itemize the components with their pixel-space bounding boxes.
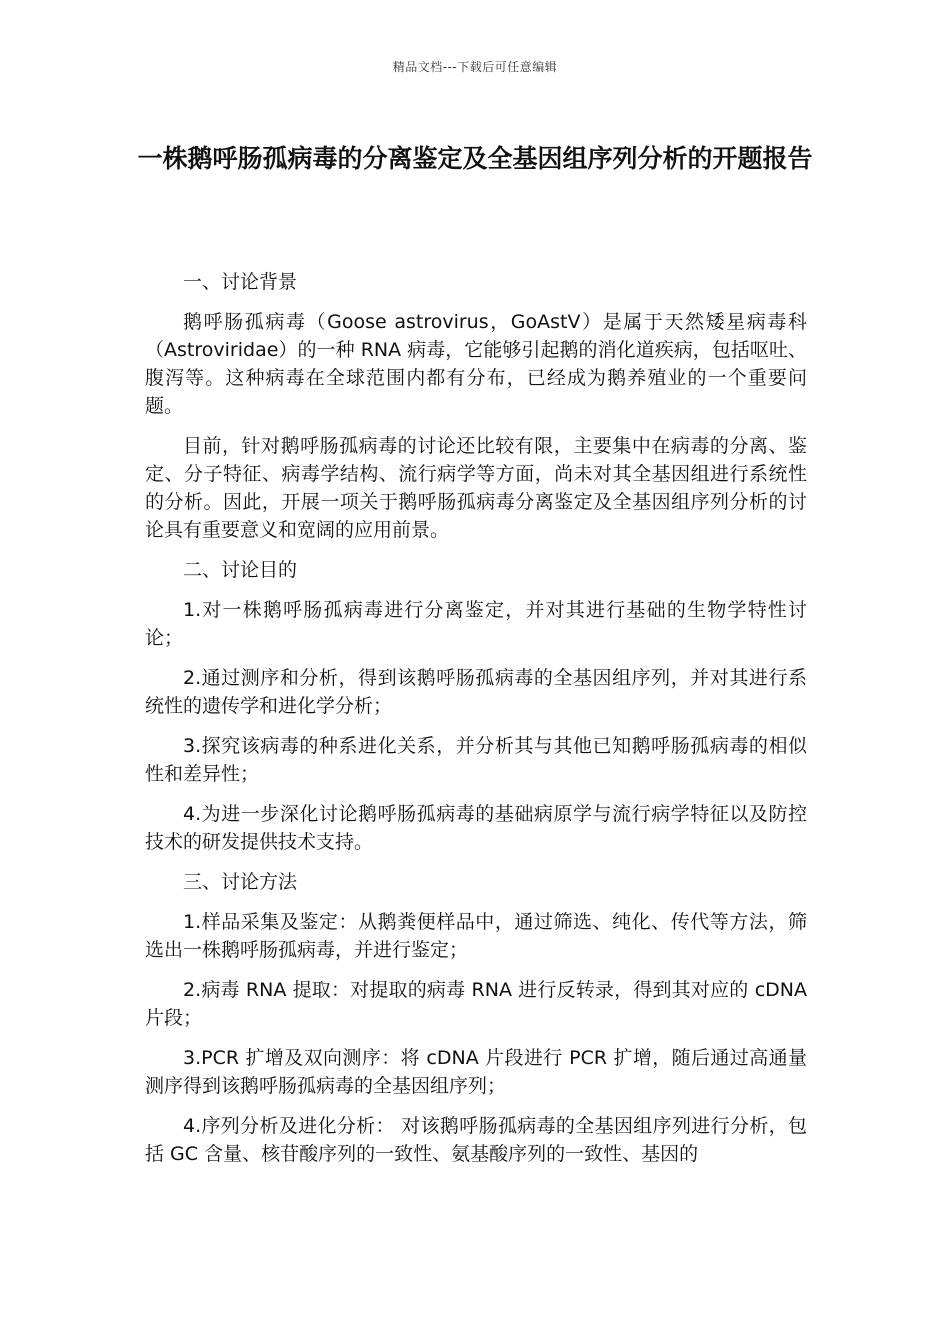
list-item: 2.病毒 RNA 提取：对提取的病毒 RNA 进行反转录，得到其对应的 cDNA 片段； (145, 979, 807, 1029)
list-item: 1.样品采集及鉴定：从鹅粪便样品中，通过筛选、纯化、传代等方法，筛选出一株鹅呼肠孤病毒，并进行鉴定； (145, 911, 807, 961)
header-note: 精品文档---下载后可任意编辑 (392, 60, 558, 74)
section-heading-objectives: 二、讨论目的 (183, 559, 298, 581)
section-heading-background: 一、讨论背景 (183, 271, 298, 293)
list-item: 4.为进一步深化讨论鹅呼肠孤病毒的基础病原学与流行病学特征以及防控技术的研发提供技术支持。 (145, 803, 807, 853)
list-item: 3.探究该病毒的种系进化关系，并分析其与其他已知鹅呼肠孤病毒的相似性和差异性； (145, 735, 807, 785)
list-item: 3.PCR 扩增及双向测序：将 cDNA 片段进行 PCR 扩增，随后通过高通量测序得到该鹅呼肠孤病毒的全基因组序列； (145, 1047, 807, 1097)
list-item: 4.序列分析及进化分析： 对该鹅呼肠孤病毒的全基因组序列进行分析，包括 GC 含量、核苷酸序列的一致性、氨基酸序列的一致性、基因的 (145, 1115, 807, 1165)
document-body (145, 268, 807, 1180)
section-heading-methods: 三、讨论方法 (183, 871, 298, 893)
paragraph: 鹅呼肠孤病毒（Goose astrovirus，GoAstV）是属于天然矮星病毒科（Astroviridae）的一种 RNA 病毒，它能够引起鹅的消化道疾病，包括呕吐、腹泻等。这种病毒在全球范围内都有分布，已经成为鹅养殖业的一个重要问题。 (145, 311, 807, 417)
list-item: 2.通过测序和分析，得到该鹅呼肠孤病毒的全基因组序列，并对其进行系统性的遗传学和进化学分析； (145, 667, 807, 717)
document-title: 一株鹅呼肠孤病毒的分离鉴定及全基因组序列分析的开题报告 (137, 144, 813, 173)
list-item: 1.对一株鹅呼肠孤病毒进行分离鉴定，并对其进行基础的生物学特性讨论； (145, 599, 807, 649)
paragraph: 目前，针对鹅呼肠孤病毒的讨论还比较有限，主要集中在病毒的分离、鉴定、分子特征、病毒学结构、流行病学等方面，尚未对其全基因组进行系统性的分析。因此，开展一项关于鹅呼肠孤病毒分离鉴定及全基因组序列分析的讨论具有重要意义和宽阔的应用前景。 (145, 435, 807, 541)
